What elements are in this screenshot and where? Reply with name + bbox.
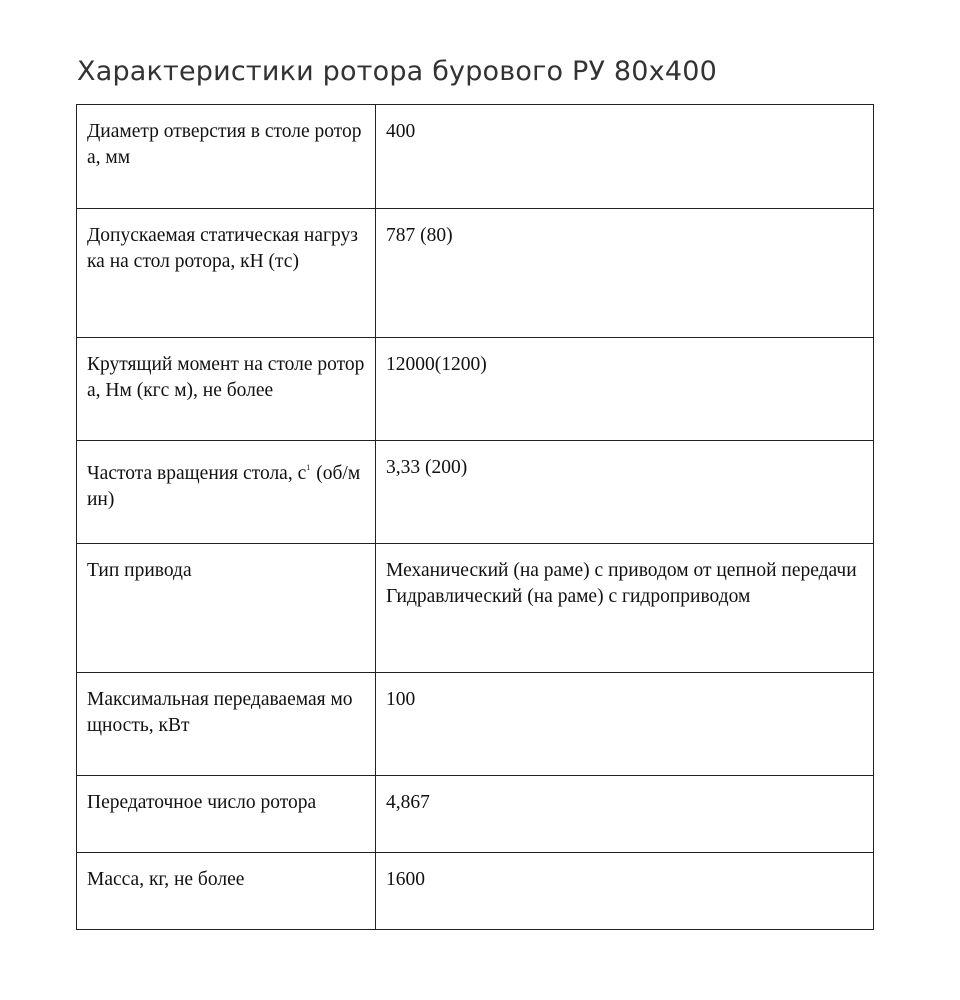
value-cell: 787 (80)	[376, 209, 874, 338]
parameter-cell	[77, 441, 376, 544]
value-cell: 3,33 (200)	[376, 441, 874, 544]
parameter-cell: Допускаемая статическая нагрузка на стол ротора, кН (тс)	[77, 209, 376, 338]
table-row	[77, 441, 874, 544]
table-row	[77, 776, 874, 853]
value-cell: 1600	[376, 853, 874, 930]
value-cell: 400	[376, 105, 874, 209]
value-cell: 100	[376, 673, 874, 776]
table-row	[77, 853, 874, 930]
parameter-text: Частота вращения стола, с	[87, 463, 307, 484]
page-title: Характеристики ротора бурового РУ 80х400	[77, 56, 717, 87]
specifications-table	[76, 104, 874, 930]
parameter-cell: Тип привода	[77, 544, 376, 673]
parameter-cell: Масса, кг, не более	[77, 853, 376, 930]
parameter-cell: Максимальная передаваемая мощность, кВт	[77, 673, 376, 776]
superscript: 1	[306, 463, 311, 472]
table-row	[77, 338, 874, 441]
parameter-cell: Передаточное число ротора	[77, 776, 376, 853]
value-cell: 12000(1200)	[376, 338, 874, 441]
table-row	[77, 105, 874, 209]
table-row	[77, 209, 874, 338]
parameter-text: (об/мин)	[87, 463, 361, 510]
parameter-cell: Крутящий момент на столе ротора, Нм (кгс м), не более	[77, 338, 376, 441]
parameter-cell: Диаметр отверстия в столе ротора, мм	[77, 105, 376, 209]
value-cell: 4,867	[376, 776, 874, 853]
value-cell: Механический (на раме) с приводом от цепной передачи Гидравлический (на раме) с гидроприводом	[376, 544, 874, 673]
table-row	[77, 544, 874, 673]
table-row	[77, 673, 874, 776]
